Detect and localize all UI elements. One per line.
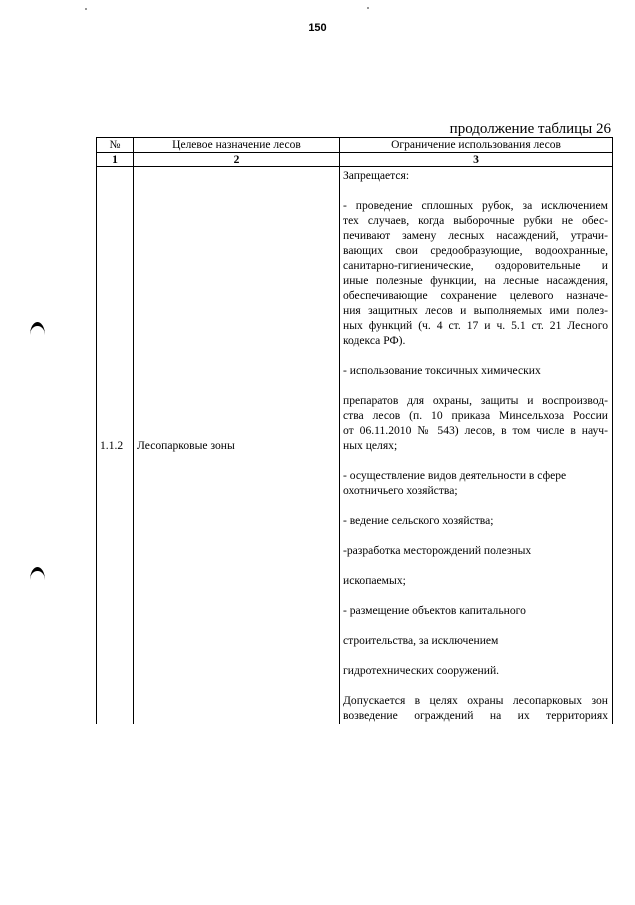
table-continuation-label: продолжение таблицы 26 xyxy=(449,121,611,137)
restriction-line: - размещение объектов капитального xyxy=(343,604,526,617)
restriction-line: ных функций (ч. 4 ст. 17 и ч. 5.1 ст. 21 Лесного xyxy=(343,319,608,332)
restriction-line: обеспечивающие сохранение целевого назначе- xyxy=(343,289,608,302)
restrictions-table xyxy=(96,137,613,724)
column-number: 1 xyxy=(97,153,134,167)
restriction-line: ископаемых; xyxy=(343,574,406,587)
restriction-line: гидротехнических сооружений. xyxy=(343,664,500,677)
scan-speck xyxy=(367,7,369,9)
restriction-line: ния защитных лесов и выполняемых ими полез- xyxy=(343,304,608,317)
row-restrictions xyxy=(340,167,613,725)
restriction-line: тех случаев, когда выборочные рубки не обес- xyxy=(343,214,608,227)
scan-mark xyxy=(30,567,45,580)
table-row xyxy=(97,167,613,725)
column-number: 2 xyxy=(134,153,340,167)
column-number: 3 xyxy=(340,153,613,167)
header-number: № xyxy=(97,138,134,153)
restriction-line: санитарно-гигиенические, оздоровительные и xyxy=(343,259,608,272)
page-number: 150 xyxy=(308,22,327,34)
restriction-line: -разработка месторождений полезных xyxy=(343,544,532,557)
restriction-line: от 06.11.2010 № 543) лесов, в том числе в науч- xyxy=(343,424,608,437)
row-purpose: Лесопарковые зоны xyxy=(134,167,340,725)
restriction-line: вающих свои средообразующие, водоохранные, xyxy=(343,244,608,257)
allowed-line: возведение ограждений на их территориях xyxy=(343,709,608,722)
restriction-line: кодекса РФ). xyxy=(343,334,406,347)
restriction-line: охотничьего хозяйства; xyxy=(343,484,458,497)
scan-mark xyxy=(30,322,45,335)
header-purpose: Целевое назначение лесов xyxy=(134,138,340,153)
column-number-row xyxy=(97,153,613,167)
restriction-line: - ведение сельского хозяйства; xyxy=(343,514,494,527)
restriction-line: препаратов для охраны, защиты и воспроизвод- xyxy=(343,394,608,407)
restriction-line: - проведение сплошных рубок, за исключением xyxy=(343,199,608,212)
restriction-line: печивают замену лесных насаждений, утрачи- xyxy=(343,229,608,242)
row-number: 1.1.2 xyxy=(97,167,134,725)
restriction-line: ства лесов (п. 10 приказа Минсельхоза России xyxy=(343,409,608,422)
allowed-line: Допускается в целях охраны лесопарковых зон xyxy=(343,694,608,707)
restriction-line: строительства, за исключением xyxy=(343,634,499,647)
restriction-line: - осуществление видов деятельности в сфере xyxy=(343,469,567,482)
header-restrictions: Ограничение использования лесов xyxy=(340,138,613,153)
restriction-line: иные полезные функции, на лесные насаждения, xyxy=(343,274,608,287)
prohibited-title: Запрещается: xyxy=(343,169,410,182)
header-row xyxy=(97,138,613,153)
scan-speck xyxy=(85,8,87,10)
restriction-line: ных целях; xyxy=(343,439,398,452)
restriction-line: - использование токсичных химических xyxy=(343,364,541,377)
